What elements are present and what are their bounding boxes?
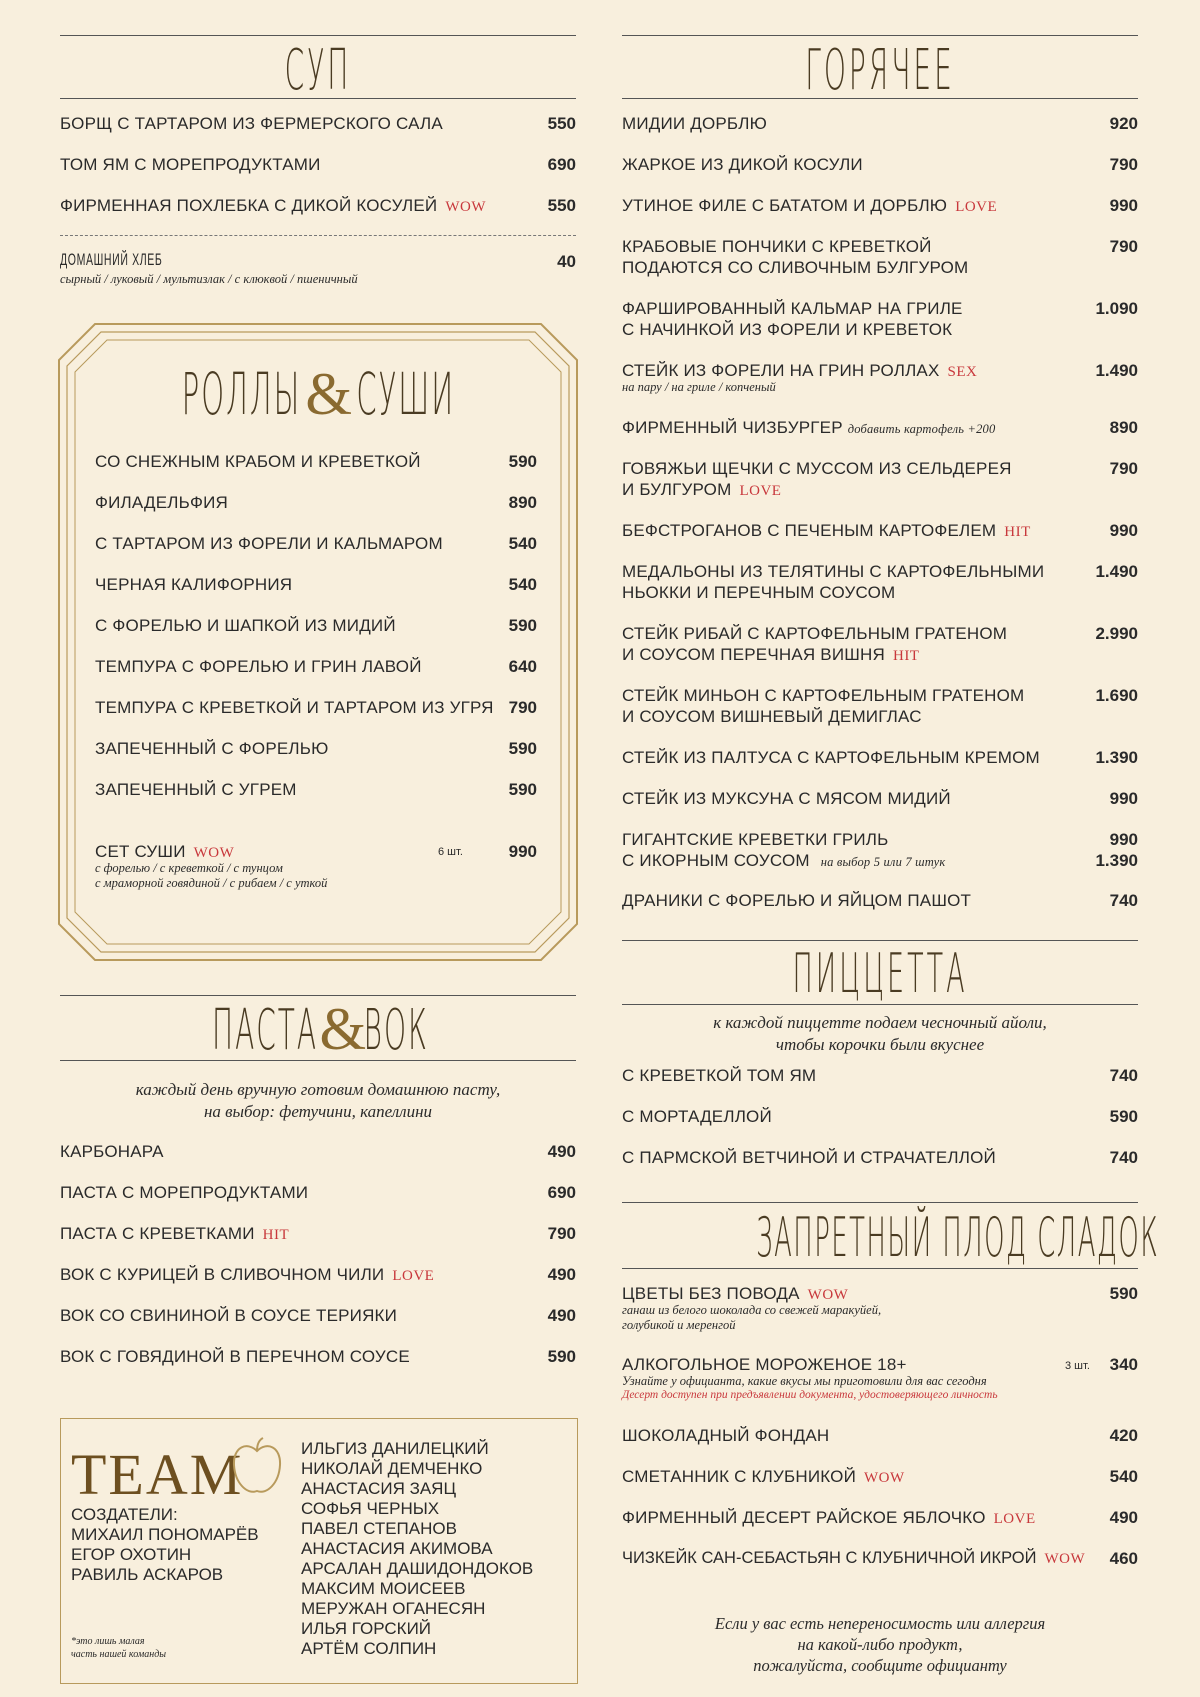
hot-price-1: 920 [1109,114,1138,133]
dessert-top-rule [622,1202,1138,1203]
hot-title: ГОРЯЧЕЕ [805,38,955,103]
pasta-tag-3: HIT [262,1227,290,1243]
dessert-tag-6: WOW [1044,1551,1086,1567]
dessert-tag-4: WOW [864,1470,905,1486]
soup-title: СУП [284,38,352,103]
hot-item-2: ЖАРКОЕ ИЗ ДИКОЙ КОСУЛИ [622,155,863,174]
hot-item-6: СТЕЙК ИЗ ФОРЕЛИ НА ГРИН РОЛЛАХ SEX [622,361,978,380]
sushi-set-name: СЕТ СУШИ WOW [95,842,235,861]
dessert-note-2a: Узнайте у официанта, какие вкусы мы приготовили для вас сегодня [622,1374,987,1388]
hot-item-7-note: добавить картофель +200 [847,422,996,436]
pasta-title [60,995,576,1064]
dessert-price-2: 340 [1109,1355,1138,1374]
team-footnote-2: часть нашей команды [71,1649,167,1660]
sushi-set-price: 990 [508,842,537,861]
rolls-price-2: 890 [508,493,537,512]
hot-item-5-line-2: С НАЧИНКОЙ ИЗ ФОРЕЛИ И КРЕВЕТОК [622,320,953,339]
dessert-item-5: ФИРМЕННЫЙ ДЕСЕРТ РАЙСКОЕ ЯБЛОЧКО LOVE [622,1508,1036,1527]
soup-price-2: 690 [547,155,576,174]
hot-tag-6: SEX [947,364,978,380]
hot-price-14: 990 [1109,789,1138,808]
pizza-price-2: 590 [1109,1107,1138,1126]
dessert-price-6: 460 [1109,1549,1138,1568]
dessert-note-1b: голубикой и меренгой [622,1318,736,1332]
allergy-note [622,1613,1138,1676]
hot-tag-3: LOVE [955,199,998,215]
pasta-price-1: 490 [547,1142,576,1161]
hot-item-13: СТЕЙК ИЗ ПАЛТУСА С КАРТОФЕЛЬНЫМ КРЕМОМ [622,748,1040,767]
pasta-title-a: ПАСТА [211,998,318,1063]
dessert-item-6: ЧИЗКЕЙК САН-СЕБАСТЬЯН С КЛУБНИЧНОЙ ИКРОЙ WOW [622,1549,1086,1567]
pasta-item-4: ВОК С КУРИЦЕЙ В СЛИВОЧНОМ ЧИЛИ LOVE [60,1265,435,1284]
hot-item-6-note: на пару / на гриле / копченый [622,380,776,394]
hot-item-1: МИДИИ ДОРБЛЮ [622,114,768,133]
dessert-note-1a: ганаш из белого шоколада со свежей маракуйей, [622,1303,882,1317]
hot-item-8: ГОВЯЖЬИ ЩЕЧКИ С МУССОМ ИЗ СЕЛЬДЕРЕЯ [622,459,1012,478]
rolls-price-1: 590 [508,452,537,471]
sushi-set-qty: 6 шт. [438,846,463,858]
pizza-subtitle [622,1012,1138,1056]
rolls-ampersand: & [305,361,353,427]
soup-tag-3: WOW [445,199,486,215]
dessert-bottom-rule [622,1268,1138,1269]
hot-price-3: 990 [1109,196,1138,215]
hot-item-4: КРАБОВЫЕ ПОНЧИКИ С КРЕВЕТКОЙ [622,237,932,256]
rolls-item-6: ТЕМПУРА С ФОРЕЛЬЮ И ГРИН ЛАВОЙ [95,657,422,676]
soup-price-1: 550 [547,114,576,133]
rolls-item-5: С ФОРЕЛЬЮ И ШАПКОЙ ИЗ МИДИЙ [95,616,396,635]
dessert-tag-1: WOW [807,1287,849,1303]
rolls-title-b: СУШИ [355,360,455,428]
rolls-item-8: ЗАПЕЧЕННЫЙ С ФОРЕЛЬЮ [95,739,329,758]
pasta-price-4: 490 [547,1265,576,1284]
dessert-price-3: 420 [1109,1426,1138,1445]
hot-price-11: 2.990 [1095,624,1138,643]
hot-item-12-line-2: И СОУСОМ ВИШНЕВЫЙ ДЕМИГЛАС [622,707,922,726]
sushi-set-note-1: с форелью / с креветкой / с тунцом [95,861,283,875]
hot-item-5: ФАРШИРОВАННЫЙ КАЛЬМАР НА ГРИЛЕ [622,299,963,318]
sushi-set-tag: WOW [193,845,235,861]
pasta-subtitle [60,1079,576,1123]
hot-top-rule [622,35,1138,36]
dessert-qty-2: 3 шт. [1065,1360,1090,1372]
hot-item-11-line-2: И СОУСОМ ПЕРЕЧНАЯ ВИШНЯ HIT [622,645,920,664]
soup-bottom-rule [60,98,576,99]
hot-price-15: 990 [1109,830,1138,849]
dessert-item-3: ШОКОЛАДНЫЙ ФОНДАН [622,1426,830,1445]
hot-item-16: ДРАНИКИ С ФОРЕЛЬЮ И ЯЙЦОМ ПАШОТ [622,891,972,910]
rolls-price-3: 540 [508,534,537,553]
rolls-item-2: ФИЛАДЕЛЬФИЯ [95,493,228,512]
dessert-tag-5: LOVE [993,1511,1036,1527]
rolls-item-4: ЧЕРНАЯ КАЛИФОРНИЯ [95,575,293,594]
team-footnote-1: *это лишь малая [71,1636,145,1647]
rolls-item-1: СО СНЕЖНЫМ КРАБОМ И КРЕВЕТКОЙ [95,452,421,471]
rolls-title-a: РОЛЛЫ [181,360,302,428]
team-footnote [71,1635,166,1661]
dessert-price-4: 540 [1109,1467,1138,1486]
allergy-note-3: пожалуйста, сообщите официанту [753,1656,1007,1675]
pizza-price-1: 740 [1109,1066,1138,1085]
rolls-item-3: С ТАРТАРОМ ИЗ ФОРЕЛИ И КАЛЬМАРОМ [95,534,443,553]
team-box [60,1418,578,1684]
team-word: TEAM [71,1442,244,1507]
sushi-set-note-2: с мраморной говядиной / с рибаем / с уткой [95,876,328,890]
hot-item-14: СТЕЙК ИЗ МУКСУНА С МЯСОМ МИДИЙ [622,789,951,808]
hot-item-10: МЕДАЛЬОНЫ ИЗ ТЕЛЯТИНЫ С КАРТОФЕЛЬНЫМИ [622,562,1045,581]
hot-price-12: 1.690 [1095,686,1138,705]
pasta-subtitle-2: на выбор: фетучини, капеллини [203,1102,433,1121]
rolls-price-5: 590 [508,616,537,635]
hot-item-15: ГИГАНТСКИЕ КРЕВЕТКИ ГРИЛЬ [622,830,889,849]
bread-divider [60,235,576,236]
hot-price-15b: 1.390 [1095,851,1138,870]
hot-item-9: БЕФСТРОГАНОВ С ПЕЧЕНЫМ КАРТОФЕЛЕМ HIT [622,521,1031,540]
team-creators: МИХАИЛ ПОНОМАРЁВ ЕГОР ОХОТИН РАВИЛЬ АСКАРОВ [71,1525,259,1584]
soup-top-rule [60,35,576,36]
pasta-item-3: ПАСТА С КРЕВЕТКАМИ HIT [60,1224,290,1243]
hot-tag-9: HIT [1004,524,1031,540]
dessert-item-1: ЦВЕТЫ БЕЗ ПОВОДА WOW [622,1284,849,1303]
hot-price-13: 1.390 [1095,748,1138,767]
hot-item-4-line-2: ПОДАЮТСЯ СО СЛИВОЧНЫМ БУЛГУРОМ [622,258,969,277]
pasta-price-2: 690 [547,1183,576,1202]
rolls-item-9: ЗАПЕЧЕННЫЙ С УГРЕМ [95,780,297,799]
bread-note: сырный / луковый / мультизлак / с клюквой / пшеничный [60,272,358,286]
pizza-bottom-rule [622,1004,1138,1005]
pasta-subtitle-1: каждый день вручную готовим домашнюю пасту, [135,1080,501,1099]
hot-item-12: СТЕЙК МИНЬОН С КАРТОФЕЛЬНЫМ ГРАТЕНОМ [622,686,1025,705]
rolls-item-7: ТЕМПУРА С КРЕВЕТКОЙ И ТАРТАРОМ ИЗ УГРЯ [95,698,494,717]
dessert-note-2b: Десерт доступен при предъявлении документа, удостоверяющего личность [622,1389,998,1401]
hot-item-10-line-2: НЬОККИ И ПЕРЕЧНЫМ СОУСОМ [622,583,896,602]
dessert-item-2: АЛКОГОЛЬНОЕ МОРОЖЕНОЕ 18+ [622,1355,907,1374]
hot-price-6: 1.490 [1095,361,1138,380]
pasta-tag-4: LOVE [392,1268,435,1284]
pizza-subtitle-2: чтобы корочки были вкуснее [775,1035,985,1054]
pasta-bottom-rule [60,1060,576,1061]
hot-price-5: 1.090 [1095,299,1138,318]
rolls-price-4: 540 [508,575,537,594]
rolls-price-8: 590 [508,739,537,758]
hot-price-9: 990 [1109,521,1138,540]
allergy-note-2: на какой-либо продукт, [797,1635,963,1654]
hot-price-7: 890 [1109,418,1138,437]
soup-item-1: БОРЩ С ТАРТАРОМ ИЗ ФЕРМЕРСКОГО САЛА [60,114,443,133]
dessert-title: ЗАПРЕТНЫЙ ПЛОД СЛАДОК [756,1206,1160,1269]
pasta-title-b: ВОК [363,998,429,1063]
hot-item-15-note: на выбор 5 или 7 штук [820,855,946,869]
team-creators-label: СОЗДАТЕЛИ: [71,1505,178,1524]
dessert-item-4: СМЕТАННИК С КЛУБНИКОЙ WOW [622,1467,905,1486]
pizza-item-3: С ПАРМСКОЙ ВЕТЧИНОЙ И СТРАЧАТЕЛЛОЙ [622,1148,996,1167]
allergy-note-1: Если у вас есть непереносимость или аллергия [714,1614,1046,1633]
hot-item-15-line-2: С ИКОРНЫМ СОУСОМ на выбор 5 или 7 штук [622,851,946,870]
pizza-title: ПИЦЦЕТТА [792,942,968,1005]
hot-bottom-rule [622,98,1138,99]
pizza-top-rule [622,940,1138,941]
pizza-price-3: 740 [1109,1148,1138,1167]
hot-item-3: УТИНОЕ ФИЛЕ С БАТАТОМ И ДОРБЛЮ LOVE [622,196,998,215]
soup-price-3: 550 [547,196,576,215]
soup-item-3: ФИРМЕННАЯ ПОХЛЕБКА С ДИКОЙ КОСУЛЕЙ WOW [60,196,486,215]
team-members: ИЛЬГИЗ ДАНИЛЕЦКИЙ НИКОЛАЙ ДЕМЧЕНКО АНАСТАСИЯ ЗАЯЦ СОФЬЯ ЧЕРНЫХ ПАВЕЛ СТЕПАНОВ АНАСТАСИЯ АКИМОВА АРСАЛАН ДАШИДОНДОКОВ МАКСИМ МОИСЕЕВ МЕРУЖАН ОГАНЕСЯН ИЛЬЯ ГОРСКИЙ АРТЁМ СОЛПИН [301,1439,534,1658]
rolls-price-7: 790 [508,698,537,717]
hot-item-8-line-2: И БУЛГУРОМ LOVE [622,480,782,499]
hot-price-2: 790 [1109,155,1138,174]
soup-item-2: ТОМ ЯМ С МОРЕПРОДУКТАМИ [60,155,321,174]
hot-item-11: СТЕЙК РИБАЙ С КАРТОФЕЛЬНЫМ ГРАТЕНОМ [622,624,1008,643]
pasta-item-6: ВОК С ГОВЯДИНОЙ В ПЕРЕЧНОМ СОУСЕ [60,1347,410,1366]
hot-price-10: 1.490 [1095,562,1138,581]
pasta-item-5: ВОК СО СВИНИНОЙ В СОУСЕ ТЕРИЯКИ [60,1306,398,1325]
pasta-ampersand: & [319,996,367,1062]
bread-name: ДОМАШНИЙ ХЛЕБ [60,250,163,269]
pasta-item-2: ПАСТА С МОРЕПРОДУКТАМИ [60,1183,309,1202]
rolls-price-6: 640 [508,657,537,676]
pasta-price-6: 590 [547,1347,576,1366]
pasta-price-3: 790 [547,1224,576,1243]
dessert-price-5: 490 [1109,1508,1138,1527]
hot-price-16: 740 [1109,891,1138,910]
bread-price: 40 [557,252,576,271]
hot-price-8: 790 [1109,459,1138,478]
pizza-item-1: С КРЕВЕТКОЙ ТОМ ЯМ [622,1066,817,1085]
rolls-title [60,360,576,429]
rolls-price-9: 590 [508,780,537,799]
dessert-price-1: 590 [1109,1284,1138,1303]
hot-price-4: 790 [1109,237,1138,256]
pizza-subtitle-1: к каждой пиццетте подаем чесночный айоли, [713,1013,1047,1032]
hot-tag-8: LOVE [739,483,782,499]
pizza-item-2: С МОРТАДЕЛЛОЙ [622,1107,772,1126]
hot-tag-11: HIT [892,648,920,664]
hot-item-7: ФИРМЕННЫЙ ЧИЗБУРГЕР добавить картофель +200 [622,418,996,437]
pasta-item-1: КАРБОНАРА [60,1142,164,1161]
apple-icon [231,1437,283,1497]
pasta-price-5: 490 [547,1306,576,1325]
